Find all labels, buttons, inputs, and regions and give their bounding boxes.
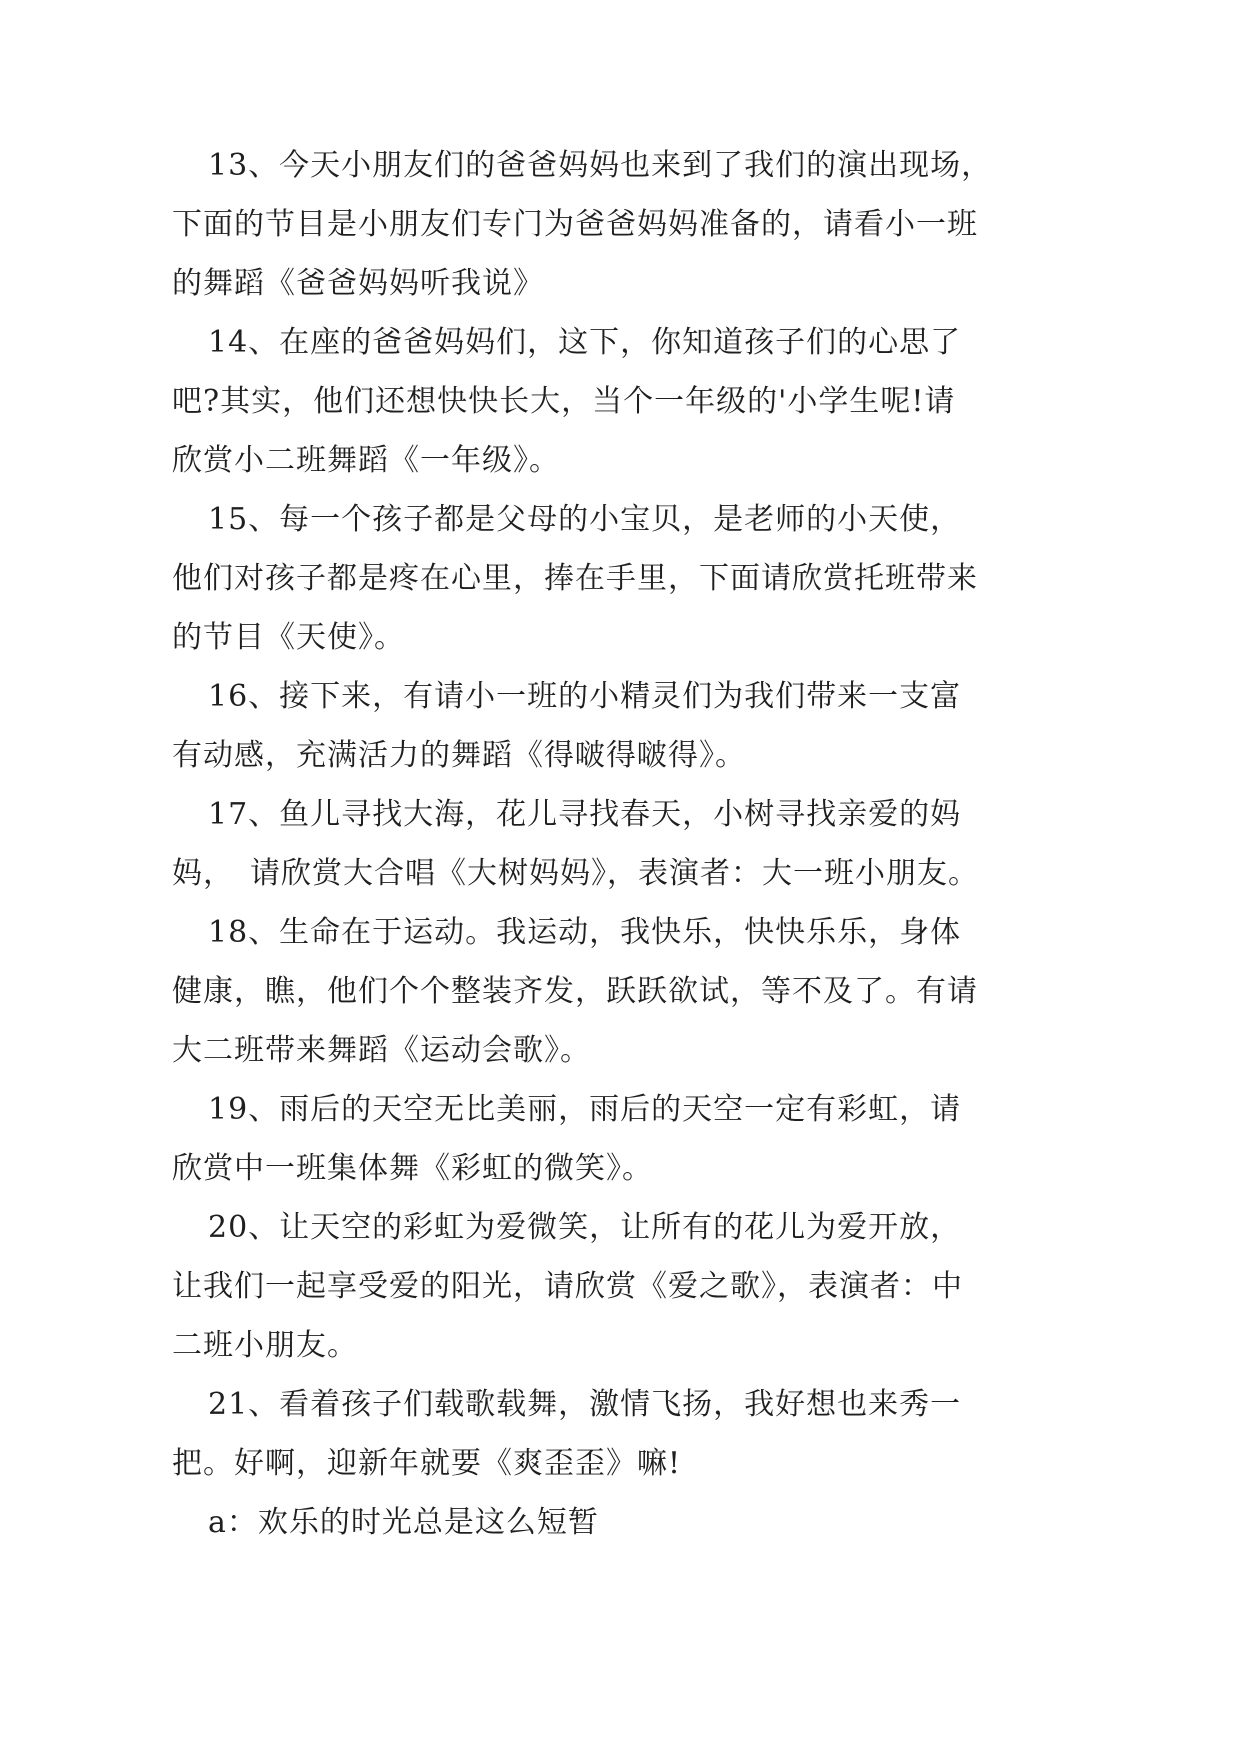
- text-line: 14、在座的爸爸妈妈们，这下，你知道孩子们的心思了: [208, 325, 962, 360]
- text-line: 欣赏小二班舞蹈《一年级》。: [172, 443, 560, 478]
- text-line: 他们对孩子都是疼在心里，捧在手里，下面请欣赏托班带来: [172, 561, 978, 596]
- text-line: 妈， 请欣赏大合唱《大树妈妈》，表演者：大一班小朋友。: [172, 856, 979, 891]
- paragraph-20: [172, 1198, 978, 1375]
- paragraph-15: [172, 490, 978, 667]
- paragraph-16: [172, 667, 978, 785]
- text-line: 欣赏中一班集体舞《彩虹的微笑》。: [172, 1151, 653, 1186]
- paragraph-17: [172, 785, 978, 903]
- text-line: 把。好啊，迎新年就要《爽歪歪》嘛!: [172, 1446, 682, 1481]
- text-line: 13、今天小朋友们的爸爸妈妈也来到了我们的演出现场，: [208, 148, 993, 183]
- paragraph-21: [172, 1375, 978, 1493]
- text-line: 健康，瞧，他们个个整装齐发，跃跃欲试，等不及了。有请: [172, 974, 978, 1009]
- text-line: 21、看着孩子们载歌载舞，激情飞扬，我好想也来秀一: [208, 1387, 962, 1422]
- text-line: a：欢乐的时光总是这么短暂: [208, 1505, 599, 1540]
- paragraph-14: [172, 313, 978, 490]
- text-line: 二班小朋友。: [172, 1328, 358, 1363]
- text-line: 让我们一起享受爱的阳光，请欣赏《爱之歌》，表演者：中: [172, 1269, 963, 1304]
- text-line: 20、让天空的彩虹为爱微笑，让所有的花儿为爱开放，: [208, 1210, 962, 1245]
- text-line: 的节目《天使》。: [172, 620, 405, 655]
- text-line: 有动感，充满活力的舞蹈《得啵得啵得》。: [172, 738, 746, 773]
- paragraph-18: [172, 903, 978, 1080]
- paragraph-13: [172, 136, 993, 313]
- text-line: 大二班带来舞蹈《运动会歌》。: [172, 1033, 591, 1068]
- text-line: 下面的节目是小朋友们专门为爸爸妈妈准备的，请看小一班: [172, 207, 978, 242]
- text-line: 18、生命在于运动。我运动，我快乐，快快乐乐，身体: [208, 915, 962, 950]
- document-text-block: [172, 136, 993, 1552]
- text-line: 15、每一个孩子都是父母的小宝贝，是老师的小天使，: [208, 502, 962, 537]
- text-line: 的舞蹈《爸爸妈妈听我说》: [172, 266, 544, 301]
- paragraph-19: [172, 1080, 978, 1198]
- paragraph-a: [172, 1493, 978, 1552]
- text-line: 17、鱼儿寻找大海，花儿寻找春天，小树寻找亲爱的妈: [208, 797, 962, 832]
- text-line: 吧?其实，他们还想快快长大，当个一年级的'小学生呢!请: [172, 384, 956, 419]
- text-line: 19、雨后的天空无比美丽，雨后的天空一定有彩虹，请: [208, 1092, 962, 1127]
- text-line: 16、接下来，有请小一班的小精灵们为我们带来一支富: [208, 679, 962, 714]
